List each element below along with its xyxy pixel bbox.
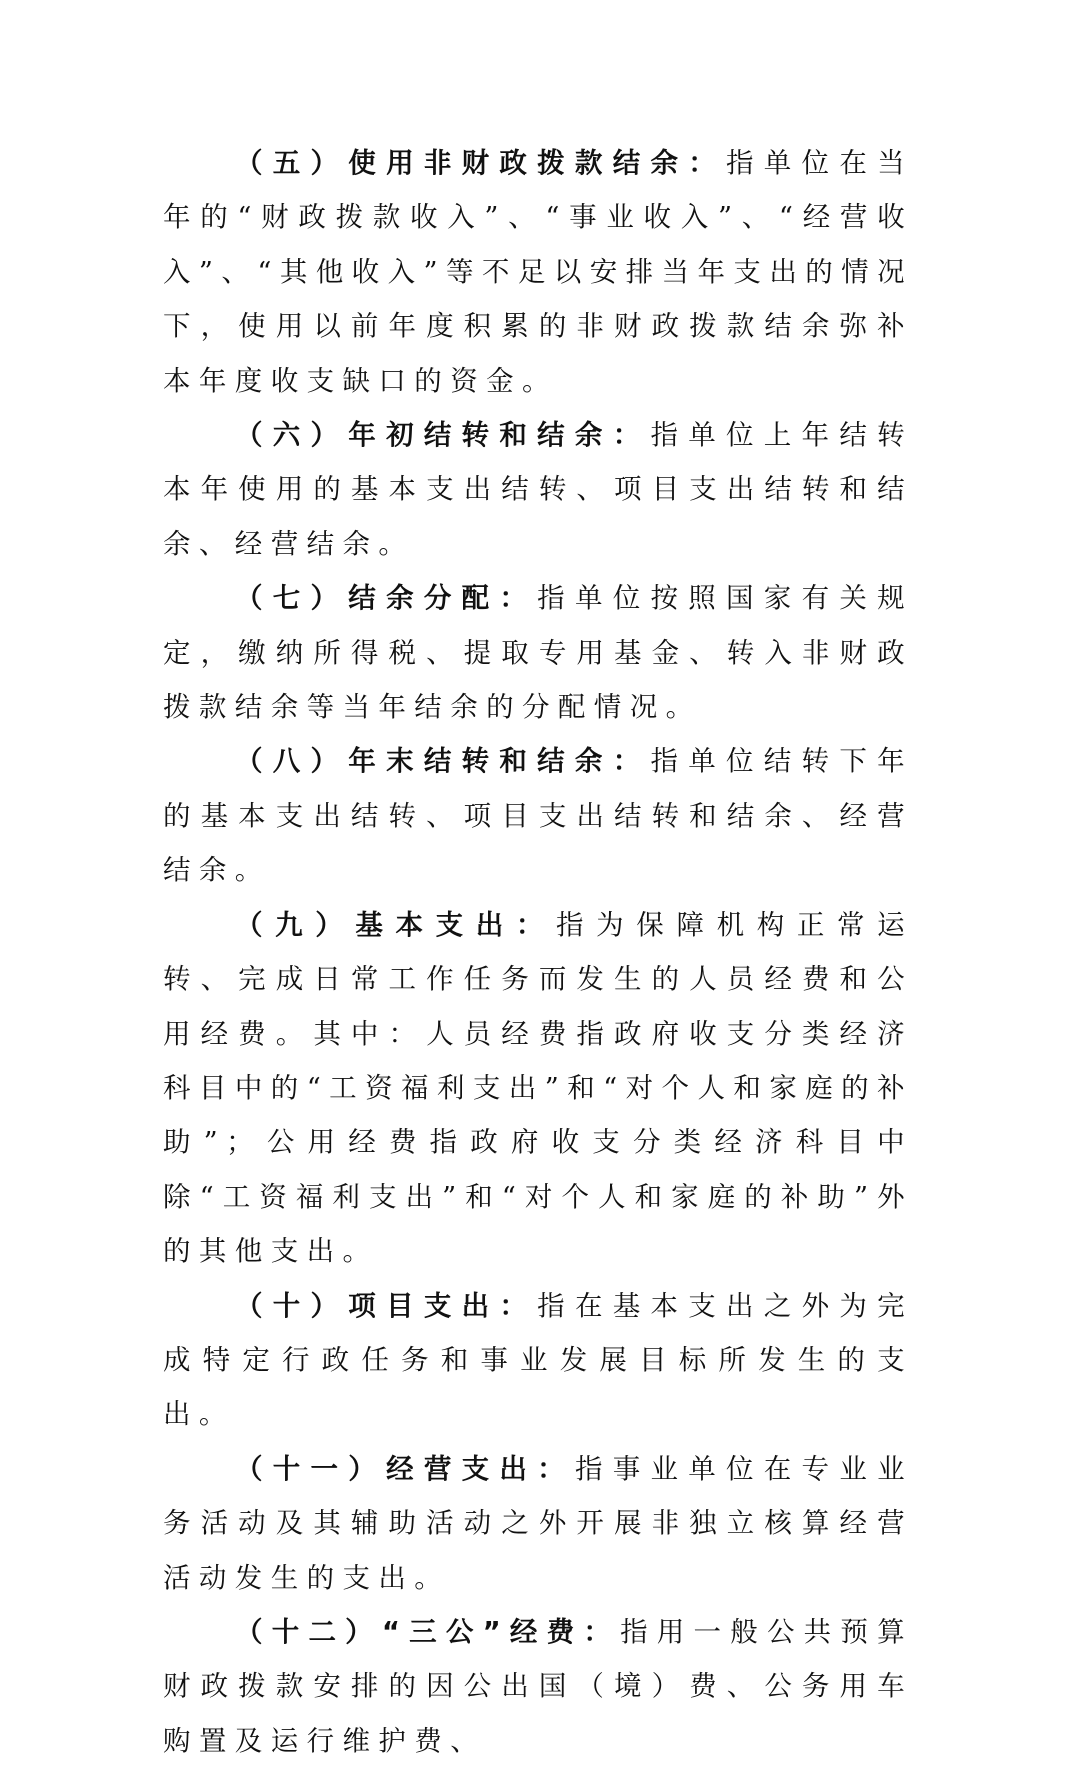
paragraph-11 [163, 1442, 913, 1605]
paragraph-6 [163, 408, 913, 571]
paragraph-text: 指单位上年结转本年使用的基本支出结转、项目支出结转和结余、经营结余。 [163, 419, 913, 560]
paragraph-text: 指在基本支出之外为完成特定行政任务和事业发展目标所发生的支出。 [163, 1289, 914, 1431]
paragraph-heading: （五）使用非财政拨款结余： [235, 147, 727, 179]
paragraph-text: 指用一般公共预算财政拨款安排的因公出国（境）费、公务用车购置及运行维护费、 [163, 1615, 913, 1757]
paragraph-text: 指单位在当年的“财政拨款收入”、“事业收入”、“经营收入”、“其他收入”等不足以安排当年支出的情况下，使用以前年度积累的非财政拨款结余弥补本年度收支缺口的资金。 [163, 147, 913, 397]
paragraph-9 [163, 898, 913, 1279]
paragraph-7 [163, 571, 913, 734]
paragraph-heading: （九）基本支出： [235, 908, 557, 941]
paragraph-text: 指单位结转下年的基本支出结转、项目支出结转和结余、经营结余。 [163, 745, 913, 887]
paragraph-8 [163, 734, 913, 897]
paragraph-heading: （十一）经营支出： [235, 1452, 575, 1485]
paragraph-text: 指为保障机构正常运转、完成日常工作任务而发生的人员经费和公用经费。其中：人员经费指政府收支分类经济科目中的“工资福利支出”和“对个人和家庭的补助”；公用经费指政府收支分类经济科目中除“工资福利支出”和“对个人和家庭的补助”外的其他支出。 [163, 908, 913, 1268]
paragraph-heading: （六）年初结转和结余： [235, 419, 651, 452]
paragraph-text: 指事业单位在专业业务活动及其辅助活动之外开展非独立核算经营活动发生的支出。 [163, 1452, 913, 1594]
paragraph-text: 指单位按照国家有关规定，缴纳所得税、提取专用基金、转入非财政拨款结余等当年结余的分配情况。 [163, 582, 914, 724]
paragraph-heading: （八）年末结转和结余： [235, 745, 651, 778]
paragraph-heading: （十二）“三公”经费： [235, 1615, 621, 1648]
paragraph-10 [163, 1279, 913, 1442]
paragraph-heading: （十）项目支出： [235, 1289, 538, 1322]
paragraph-12 [163, 1605, 913, 1768]
document-body [163, 136, 913, 1768]
paragraph-heading: （七）结余分配： [235, 582, 538, 615]
paragraph-5 [163, 136, 913, 408]
